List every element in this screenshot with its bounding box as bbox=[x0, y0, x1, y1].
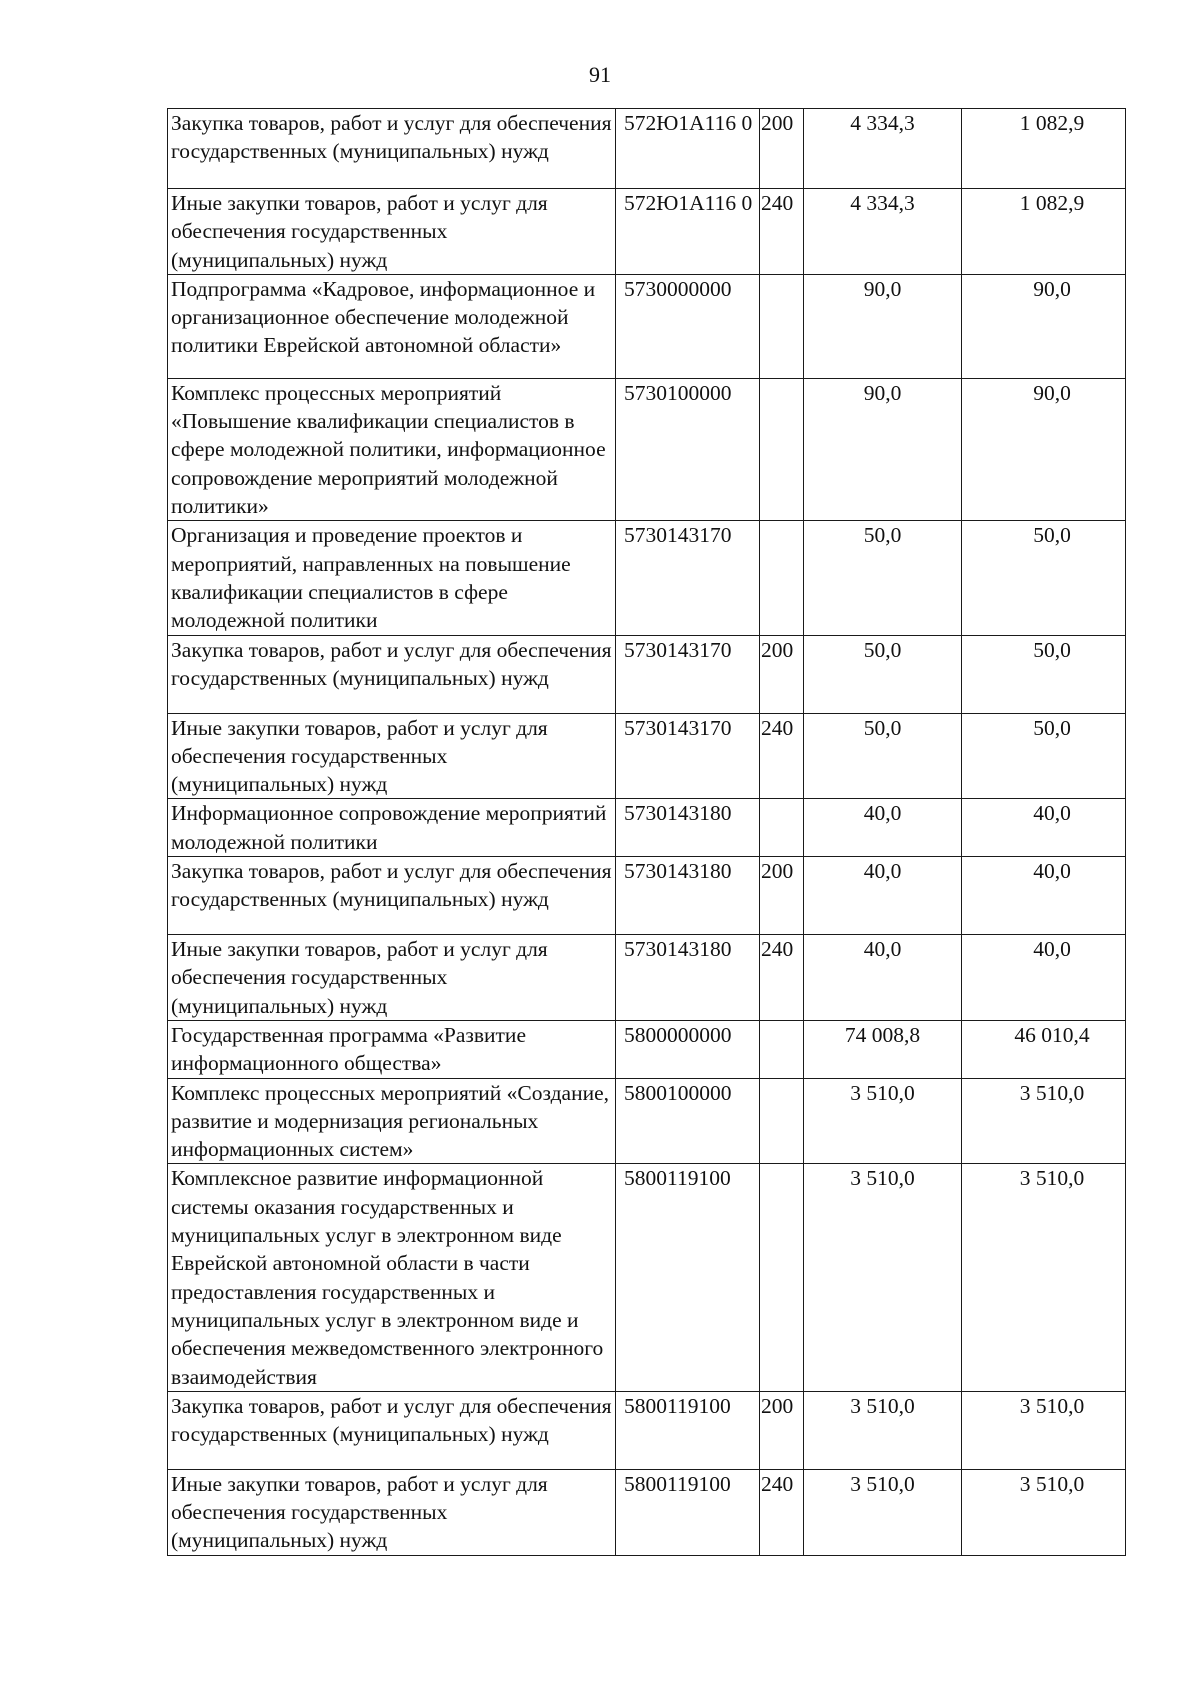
table-row bbox=[168, 274, 1126, 378]
row-code-cell: 5800119100 bbox=[616, 1391, 760, 1469]
page-number: 91 bbox=[589, 62, 611, 87]
row-name-cell: Закупка товаров, работ и услуг для обеспечения государственных (муниципальных) нужд bbox=[168, 857, 616, 935]
row-value-2-cell: 90,0 bbox=[962, 378, 1126, 520]
table-row bbox=[168, 1391, 1126, 1469]
row-expense-type-cell bbox=[760, 378, 804, 520]
row-value-2-cell: 3 510,0 bbox=[962, 1078, 1126, 1164]
row-expense-type-cell: 200 bbox=[760, 857, 804, 935]
row-code-cell: 5730143180 bbox=[616, 799, 760, 857]
row-value-2-cell: 1 082,9 bbox=[962, 189, 1126, 275]
row-code-cell: 5800119100 bbox=[616, 1469, 760, 1555]
row-name-cell: Иные закупки товаров, работ и услуг для обеспечения государственных (муниципальных) нужд bbox=[168, 189, 616, 275]
table-row bbox=[168, 935, 1126, 1021]
row-name-cell: Иные закупки товаров, работ и услуг для обеспечения государственных (муниципальных) нужд bbox=[168, 1469, 616, 1555]
table-row bbox=[168, 521, 1126, 635]
table-row bbox=[168, 1020, 1126, 1078]
row-value-2-cell: 3 510,0 bbox=[962, 1391, 1126, 1469]
row-name-cell: Иные закупки товаров, работ и услуг для обеспечения государственных (муниципальных) нужд bbox=[168, 935, 616, 1021]
table-row bbox=[168, 109, 1126, 189]
row-expense-type-cell: 240 bbox=[760, 713, 804, 799]
row-expense-type-cell bbox=[760, 1164, 804, 1391]
row-code-cell: 572Ю1А116 0 bbox=[616, 189, 760, 275]
row-code-cell: 5730143180 bbox=[616, 935, 760, 1021]
row-expense-type-cell: 200 bbox=[760, 1391, 804, 1469]
row-code-cell: 5730100000 bbox=[616, 378, 760, 520]
row-value-2-cell: 40,0 bbox=[962, 857, 1126, 935]
row-code-cell: 5730143170 bbox=[616, 713, 760, 799]
row-value-1-cell: 3 510,0 bbox=[804, 1164, 962, 1391]
row-name-cell: Комплекс процессных мероприятий «Создание, развитие и модернизация региональных информационных систем» bbox=[168, 1078, 616, 1164]
row-value-2-cell: 40,0 bbox=[962, 799, 1126, 857]
row-value-1-cell: 90,0 bbox=[804, 378, 962, 520]
row-code-cell: 5800119100 bbox=[616, 1164, 760, 1391]
row-code-cell: 5730143170 bbox=[616, 521, 760, 635]
row-value-2-cell: 50,0 bbox=[962, 635, 1126, 713]
table-row bbox=[168, 799, 1126, 857]
row-name-cell: Комплексное развитие информационной системы оказания государственных и муниципальных услуг в электронном виде Еврейской автономной области в части предоставления государственных и муниципальных услуг в электронном виде и обеспечения межведомственного электронного взаимодействия bbox=[168, 1164, 616, 1391]
row-expense-type-cell: 240 bbox=[760, 935, 804, 1021]
table-row bbox=[168, 1469, 1126, 1555]
row-value-1-cell: 90,0 bbox=[804, 274, 962, 378]
row-value-1-cell: 40,0 bbox=[804, 799, 962, 857]
row-value-2-cell: 40,0 bbox=[962, 935, 1126, 1021]
row-value-1-cell: 4 334,3 bbox=[804, 189, 962, 275]
row-value-1-cell: 3 510,0 bbox=[804, 1391, 962, 1469]
row-value-2-cell: 50,0 bbox=[962, 521, 1126, 635]
row-value-1-cell: 40,0 bbox=[804, 935, 962, 1021]
row-value-1-cell: 4 334,3 bbox=[804, 109, 962, 189]
row-value-2-cell: 46 010,4 bbox=[962, 1020, 1126, 1078]
row-expense-type-cell bbox=[760, 521, 804, 635]
row-expense-type-cell bbox=[760, 1078, 804, 1164]
row-expense-type-cell: 200 bbox=[760, 109, 804, 189]
row-code-cell: 5800000000 bbox=[616, 1020, 760, 1078]
row-value-2-cell: 90,0 bbox=[962, 274, 1126, 378]
row-value-1-cell: 50,0 bbox=[804, 635, 962, 713]
budget-table bbox=[167, 108, 1126, 1556]
row-name-cell: Информационное сопровождение мероприятий молодежной политики bbox=[168, 799, 616, 857]
row-value-2-cell: 1 082,9 bbox=[962, 109, 1126, 189]
table-body bbox=[168, 109, 1126, 1556]
row-value-1-cell: 74 008,8 bbox=[804, 1020, 962, 1078]
row-value-1-cell: 40,0 bbox=[804, 857, 962, 935]
row-value-2-cell: 3 510,0 bbox=[962, 1469, 1126, 1555]
row-name-cell: Государственная программа «Развитие информационного общества» bbox=[168, 1020, 616, 1078]
table-row bbox=[168, 378, 1126, 520]
row-name-cell: Закупка товаров, работ и услуг для обеспечения государственных (муниципальных) нужд bbox=[168, 635, 616, 713]
row-expense-type-cell: 240 bbox=[760, 189, 804, 275]
table-row bbox=[168, 189, 1126, 275]
row-code-cell: 5730143180 bbox=[616, 857, 760, 935]
row-code-cell: 5730000000 bbox=[616, 274, 760, 378]
row-code-cell: 572Ю1А116 0 bbox=[616, 109, 760, 189]
row-name-cell: Комплекс процессных мероприятий «Повышение квалификации специалистов в сфере молодежной политики, информационное сопровождение мероприятий молодежной политики» bbox=[168, 378, 616, 520]
row-value-1-cell: 3 510,0 bbox=[804, 1469, 962, 1555]
row-value-2-cell: 50,0 bbox=[962, 713, 1126, 799]
row-name-cell: Закупка товаров, работ и услуг для обеспечения государственных (муниципальных) нужд bbox=[168, 109, 616, 189]
row-expense-type-cell bbox=[760, 799, 804, 857]
row-name-cell: Закупка товаров, работ и услуг для обеспечения государственных (муниципальных) нужд bbox=[168, 1391, 616, 1469]
row-value-1-cell: 50,0 bbox=[804, 713, 962, 799]
row-value-1-cell: 50,0 bbox=[804, 521, 962, 635]
row-expense-type-cell bbox=[760, 274, 804, 378]
row-name-cell: Иные закупки товаров, работ и услуг для обеспечения государственных (муниципальных) нужд bbox=[168, 713, 616, 799]
row-value-2-cell: 3 510,0 bbox=[962, 1164, 1126, 1391]
row-name-cell: Подпрограмма «Кадровое, информационное и организационное обеспечение молодежной политики Еврейской автономной области» bbox=[168, 274, 616, 378]
table-row bbox=[168, 713, 1126, 799]
row-value-1-cell: 3 510,0 bbox=[804, 1078, 962, 1164]
row-code-cell: 5800100000 bbox=[616, 1078, 760, 1164]
table-row bbox=[168, 1078, 1126, 1164]
row-expense-type-cell: 240 bbox=[760, 1469, 804, 1555]
table-row bbox=[168, 1164, 1126, 1391]
row-name-cell: Организация и проведение проектов и мероприятий, направленных на повышение квалификации специалистов в сфере молодежной политики bbox=[168, 521, 616, 635]
row-expense-type-cell bbox=[760, 1020, 804, 1078]
row-expense-type-cell: 200 bbox=[760, 635, 804, 713]
table-row bbox=[168, 635, 1126, 713]
row-code-cell: 5730143170 bbox=[616, 635, 760, 713]
table-row bbox=[168, 857, 1126, 935]
